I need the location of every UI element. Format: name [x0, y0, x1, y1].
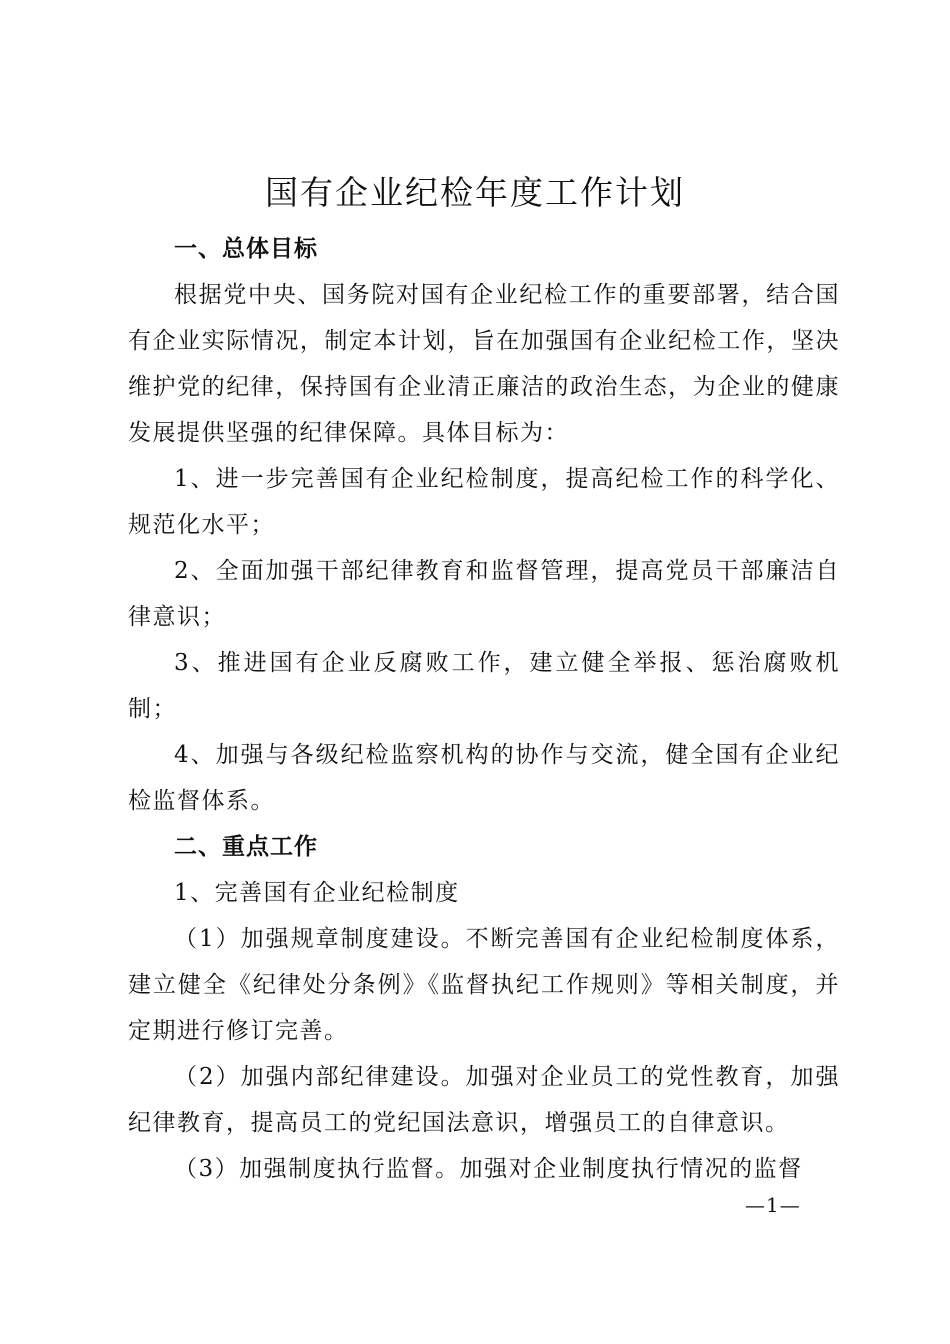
goal-item: 3、推进国有企业反腐败工作，建立健全举报、惩治腐败机制； — [128, 650, 840, 722]
subsection-title: 1、完善国有企业纪检制度 — [174, 880, 460, 906]
goal-item: 1、进一步完善国有企业纪检制度，提高纪检工作的科学化、规范化水平； — [128, 466, 840, 538]
page-number: —1— — [745, 1193, 801, 1217]
goal-item: 4、加强与各级纪检监察机构的协作与交流，健全国有企业纪检监督体系。 — [128, 742, 840, 814]
work-item: （2）加强内部纪律建设。加强对企业员工的党性教育，加强纪律教育，提高员工的党纪国法意识，增强员工的自律意识。 — [128, 1064, 840, 1136]
intro-paragraph: 根据党中央、国务院对国有企业纪检工作的重要部署，结合国有企业实际情况，制定本计划，旨在加强国有企业纪检工作，坚决维护党的纪律，保持国有企业清正廉洁的政治生态，为企业的健康发展提供坚强的纪律保障。具体目标为： — [128, 282, 840, 446]
document-title: 国有企业纪检年度工作计划 — [265, 173, 685, 212]
section-heading-overall-goals: 一、总体目标 — [174, 236, 318, 262]
work-item: （3）加强制度执行监督。加强对企业制度执行情况的监督 — [174, 1156, 803, 1182]
work-item: （1）加强规章制度建设。不断完善国有企业纪检制度体系，建立健全《纪律处分条例》《监督执纪工作规则》等相关制度，并定期进行修订完善。 — [128, 926, 840, 1044]
document-body — [128, 226, 840, 1192]
section-heading-key-work: 二、重点工作 — [174, 834, 318, 860]
goal-item: 2、全面加强干部纪律教育和监督管理，提高党员干部廉洁自律意识； — [128, 558, 840, 630]
